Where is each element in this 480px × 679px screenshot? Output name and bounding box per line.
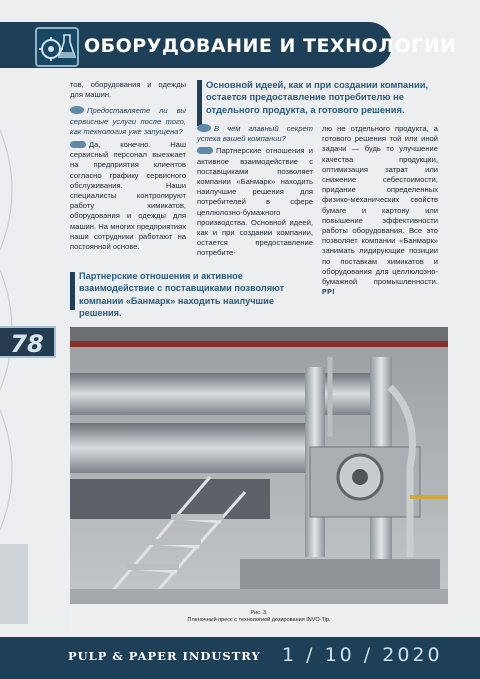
ppi-end-mark: PPI <box>322 289 335 297</box>
side-strip <box>0 544 28 624</box>
quote-top: Основной идеей, как и при создании компании, остается предоставление потребителю не отдельного продукта, а готового решения. <box>206 79 429 115</box>
column-3 <box>322 124 438 298</box>
column-3-text: лю не отдельного продукта, а готового решения той или иной задачи — будь то улучшение качества продукции, оптимизация затрат или снижение себестоимости, приданиe определенных физико-механических свойств бумаге и картону или повышение эффективности работы оборудования. Все это позволяет компании «Банмарк» занимать лидирующие позиции по поставкам химикатов и оборудования для целлюлозно-бумажной промышленности. PPI <box>322 124 438 297</box>
equipment-photo <box>70 327 448 632</box>
question-bubble-icon <box>70 106 84 114</box>
caption-label: Рис. 3. <box>250 610 268 616</box>
quote-top-bar <box>197 80 202 126</box>
page-number: 78 <box>0 326 56 358</box>
quote-bottom: Партнерские отношения и активное взаимодействие с поставщиками позволяют компании «Банмарк» находить наилучшие решения. <box>79 271 285 319</box>
section-title: ОБОРУДОВАНИЕ И ТЕХНОЛОГИИ <box>84 35 457 57</box>
answer-1: Да, конечно. Наш сервисный персонал выезжает на предприятия клиентов согласно графику сервисного обслуживания. Наши специалисты контролируют работу химикатов, оборудования и одежды для машин. На многих предприятиях наши сотрудники работают на постоянной основе. <box>70 140 186 252</box>
gear-flask-icon <box>37 29 77 65</box>
column-2 <box>197 124 313 259</box>
photo-caption <box>70 604 448 632</box>
answer-bubble-icon <box>70 141 86 148</box>
film-press-illustration <box>70 327 448 632</box>
question-1: Предоставляете ли вы сервисные услуги после того, как технология уже запущена? <box>70 106 186 136</box>
journal-name: PULP & PAPER INDUSTRY <box>68 649 261 663</box>
issue-number: 1 / 10 / 2020 <box>282 644 443 666</box>
column-1 <box>70 80 186 252</box>
answer-2: Партнерские отношения и активное взаимодействие с поставщиками позволяет компании «Банмарк» находить наилучшие решения для потребителей в сфере целлюлозно-бумажного производства. Основной идеей, как и при создании компании, остается предоставление потребите- <box>197 146 313 258</box>
question-bubble-icon <box>197 124 211 132</box>
answer-bubble-icon <box>197 147 213 154</box>
caption-text: Пленочный пресс с технологией дозирования INVO-Tip. <box>187 617 331 623</box>
question-2: В чем главный секрет успеха вашей компании? <box>197 124 313 144</box>
column-1-lead: тов, оборудования и одежды для машин. <box>70 80 186 100</box>
section-logo <box>35 27 79 67</box>
quote-bottom-bar <box>70 272 75 310</box>
